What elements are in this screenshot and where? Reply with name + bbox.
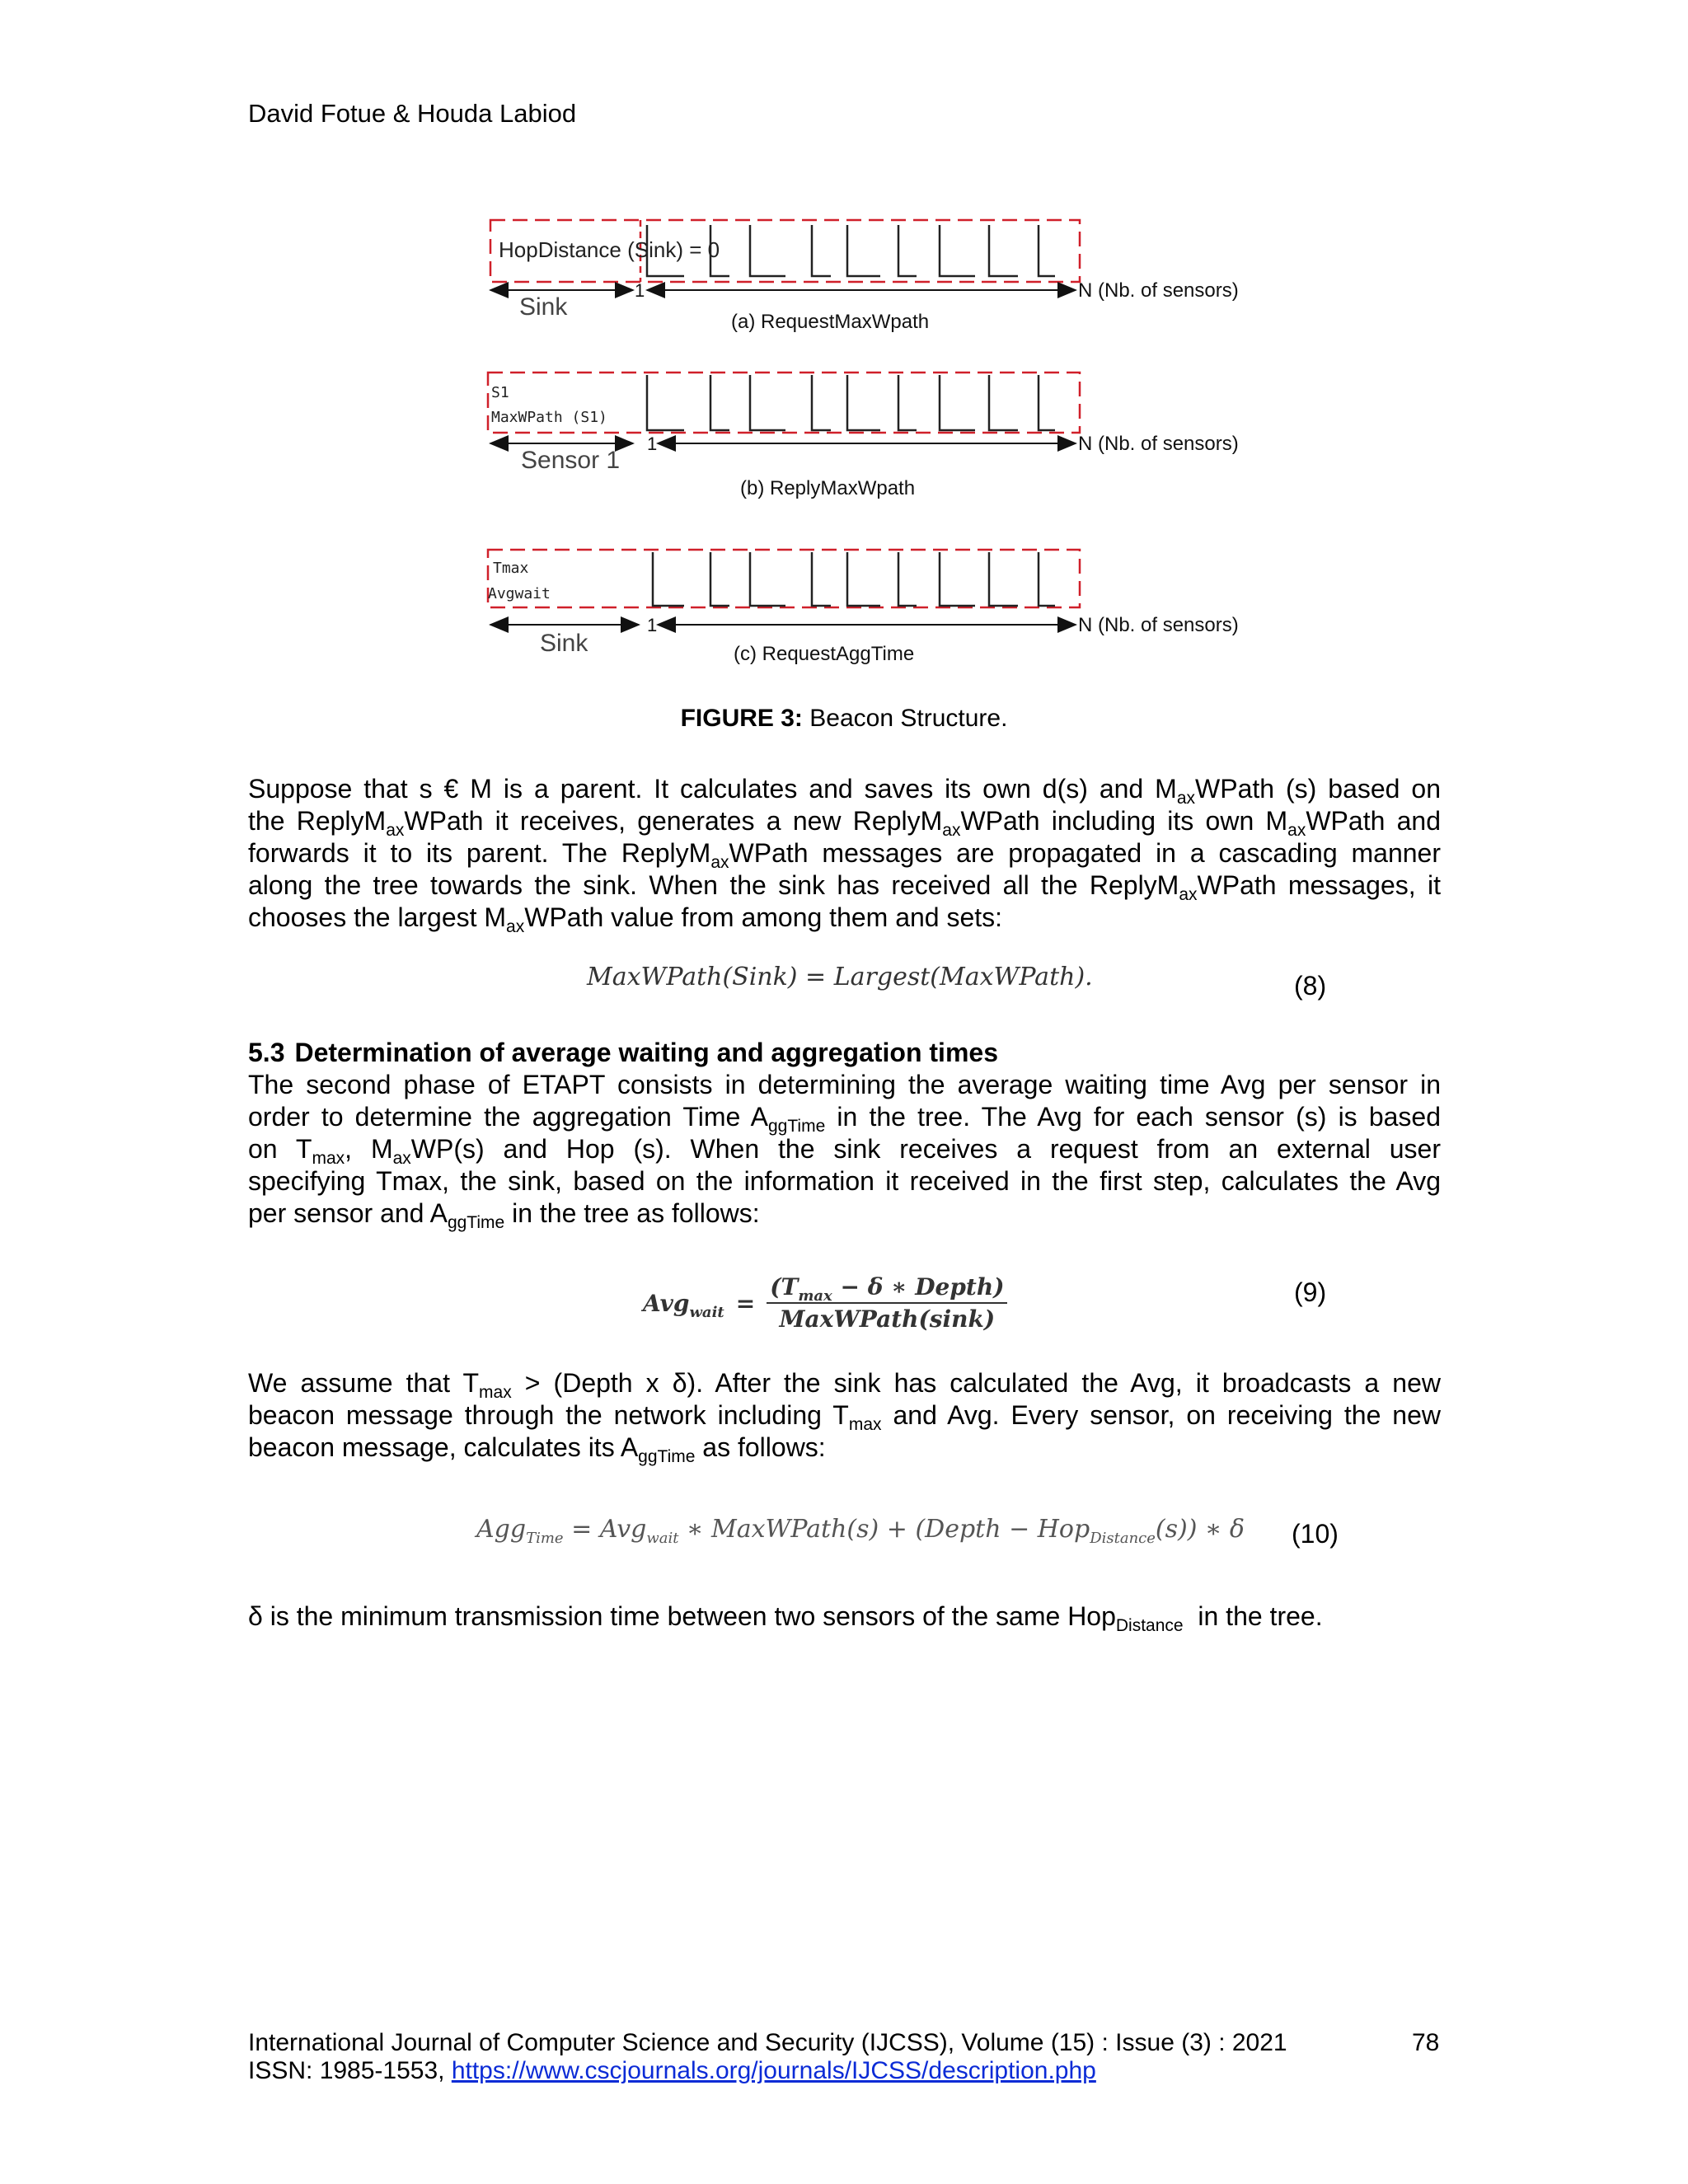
panel-a-caption: (a) RequestMaxWpath [731, 311, 930, 333]
panel-b-field-2: MaxWPath (S1) [491, 409, 607, 426]
section-heading [248, 1038, 998, 1068]
equation-10: Agg$_{Time}$ = Avg$_{wait}$ ∗ MaxWPath(s) + (Depth − Hop$_{Distance}$(s)) ∗ δ [476, 1515, 1245, 1547]
panel-c-n-label: N (Nb. of sensors) [1078, 614, 1239, 636]
panel-a-field: HopDistance (Sink) = 0 [499, 237, 720, 262]
paragraph-4: δ is the minimum transmission time between two sensors of the same Hop$_{Distance}$ in the tree. [248, 1601, 1323, 1635]
section-title: Determination of average waiting and aggregation times [294, 1038, 998, 1067]
equation-9-number: (9) [1294, 1277, 1327, 1307]
panel-c-field-2: Avgwait [488, 585, 551, 602]
footer-journal: International Journal of Computer Science and Security (IJCSS), Volume (15) : Issue (3) : 2021 [248, 2029, 1287, 2056]
panel-c [488, 550, 1239, 665]
figure-caption-label: FIGURE 3: [680, 705, 803, 732]
figure-caption [0, 705, 1688, 733]
equation-8: MaxWPath(Sink) = Largest(MaxWPath). [587, 963, 1093, 991]
journal-link[interactable]: https://www.cscjournals.org/journals/IJCSS/description.php [451, 2057, 1096, 2084]
panel-a-one: 1 [635, 280, 645, 301]
panel-b-one: 1 [647, 434, 658, 454]
panel-b-n-label: N (Nb. of sensors) [1078, 433, 1239, 455]
panel-c-field-1: Tmax [493, 560, 529, 577]
panel-b-field-1: S1 [491, 384, 509, 401]
paragraph-2: The second phase of ETAPT consists in determining the average waiting time Avg per sensor in order to determine the aggregation Time $A_{ggTime}$ in the tree. The Avg for each sensor (s) is based on $T_{max}$, $M_{ax}WP(s)$ and Hop (s). When the sink receives a request from an external user specifying Tmax, the sink, based on the information it received in the first step, calculates the Avg per sensor and $A_{ggTime}$ in the tree as follows: [248, 1070, 1442, 1232]
footer-issn [248, 2057, 1096, 2085]
equation-9-lhs: Avg$_{wait}$ [643, 1289, 724, 1321]
panel-a-left-label: Sink [519, 293, 568, 321]
panel-a-n-label: N (Nb. of sensors) [1078, 279, 1239, 302]
panel-c-caption: (c) RequestAggTime [734, 643, 915, 665]
panel-b-left-label: Sensor 1 [521, 447, 621, 474]
panel-a [490, 220, 1239, 333]
figure-3 [478, 210, 1239, 688]
equation-8-number: (8) [1294, 971, 1327, 1001]
figure-caption-text: Beacon Structure. [802, 705, 1008, 732]
panel-c-left-label: Sink [540, 630, 588, 657]
running-header: David Fotue & Houda Labiod [248, 99, 577, 128]
panel-b-caption: (b) ReplyMaxWpath [740, 477, 916, 499]
section-number: 5.3 [248, 1038, 285, 1067]
equation-9: Avg$_{wait}$ = ($T_{max} - \delta$ ∗ Depth) MaxWPath(sink) [643, 1273, 1007, 1333]
equation-9-fraction: ($T_{max} - \delta$ ∗ Depth) MaxWPath(sink) [767, 1273, 1007, 1333]
panel-c-one: 1 [647, 615, 658, 635]
equation-10-number: (10) [1292, 1519, 1339, 1549]
paragraph-1: Suppose that s € M is a parent. It calculates and saves its own d(s) and $M_{ax}WPath$ (s) based on the ReplyM$_{ax}$WPath it receives, generates a new ReplyM$_{ax}$WPath including its own $M_{ax}WPath$ and forwards it to its parent. The ReplyM$_{ax}$WPath messages are propagated in a cascading manner along the tree towards the sink. When the sink has received all the ReplyM$_{ax}$WPath messages, it chooses the largest $M_{ax}WPath$ value from among them and sets: [248, 774, 1442, 936]
page-number: 78 [1412, 2029, 1440, 2056]
footer-issn-text: ISSN: 1985-1553, [248, 2057, 452, 2084]
paragraph-3: We assume that $T_{max}$ > (Depth x δ). After the sink has calculated the Avg, it broadcasts a new beacon message through the network including $T_{max}$ and Avg. Every sensor, on receiving the new beacon message, calculates its $A_{ggTime}$ as follows: [248, 1368, 1442, 1466]
panel-b [488, 373, 1239, 499]
beacon-structure-diagram [478, 210, 1239, 688]
